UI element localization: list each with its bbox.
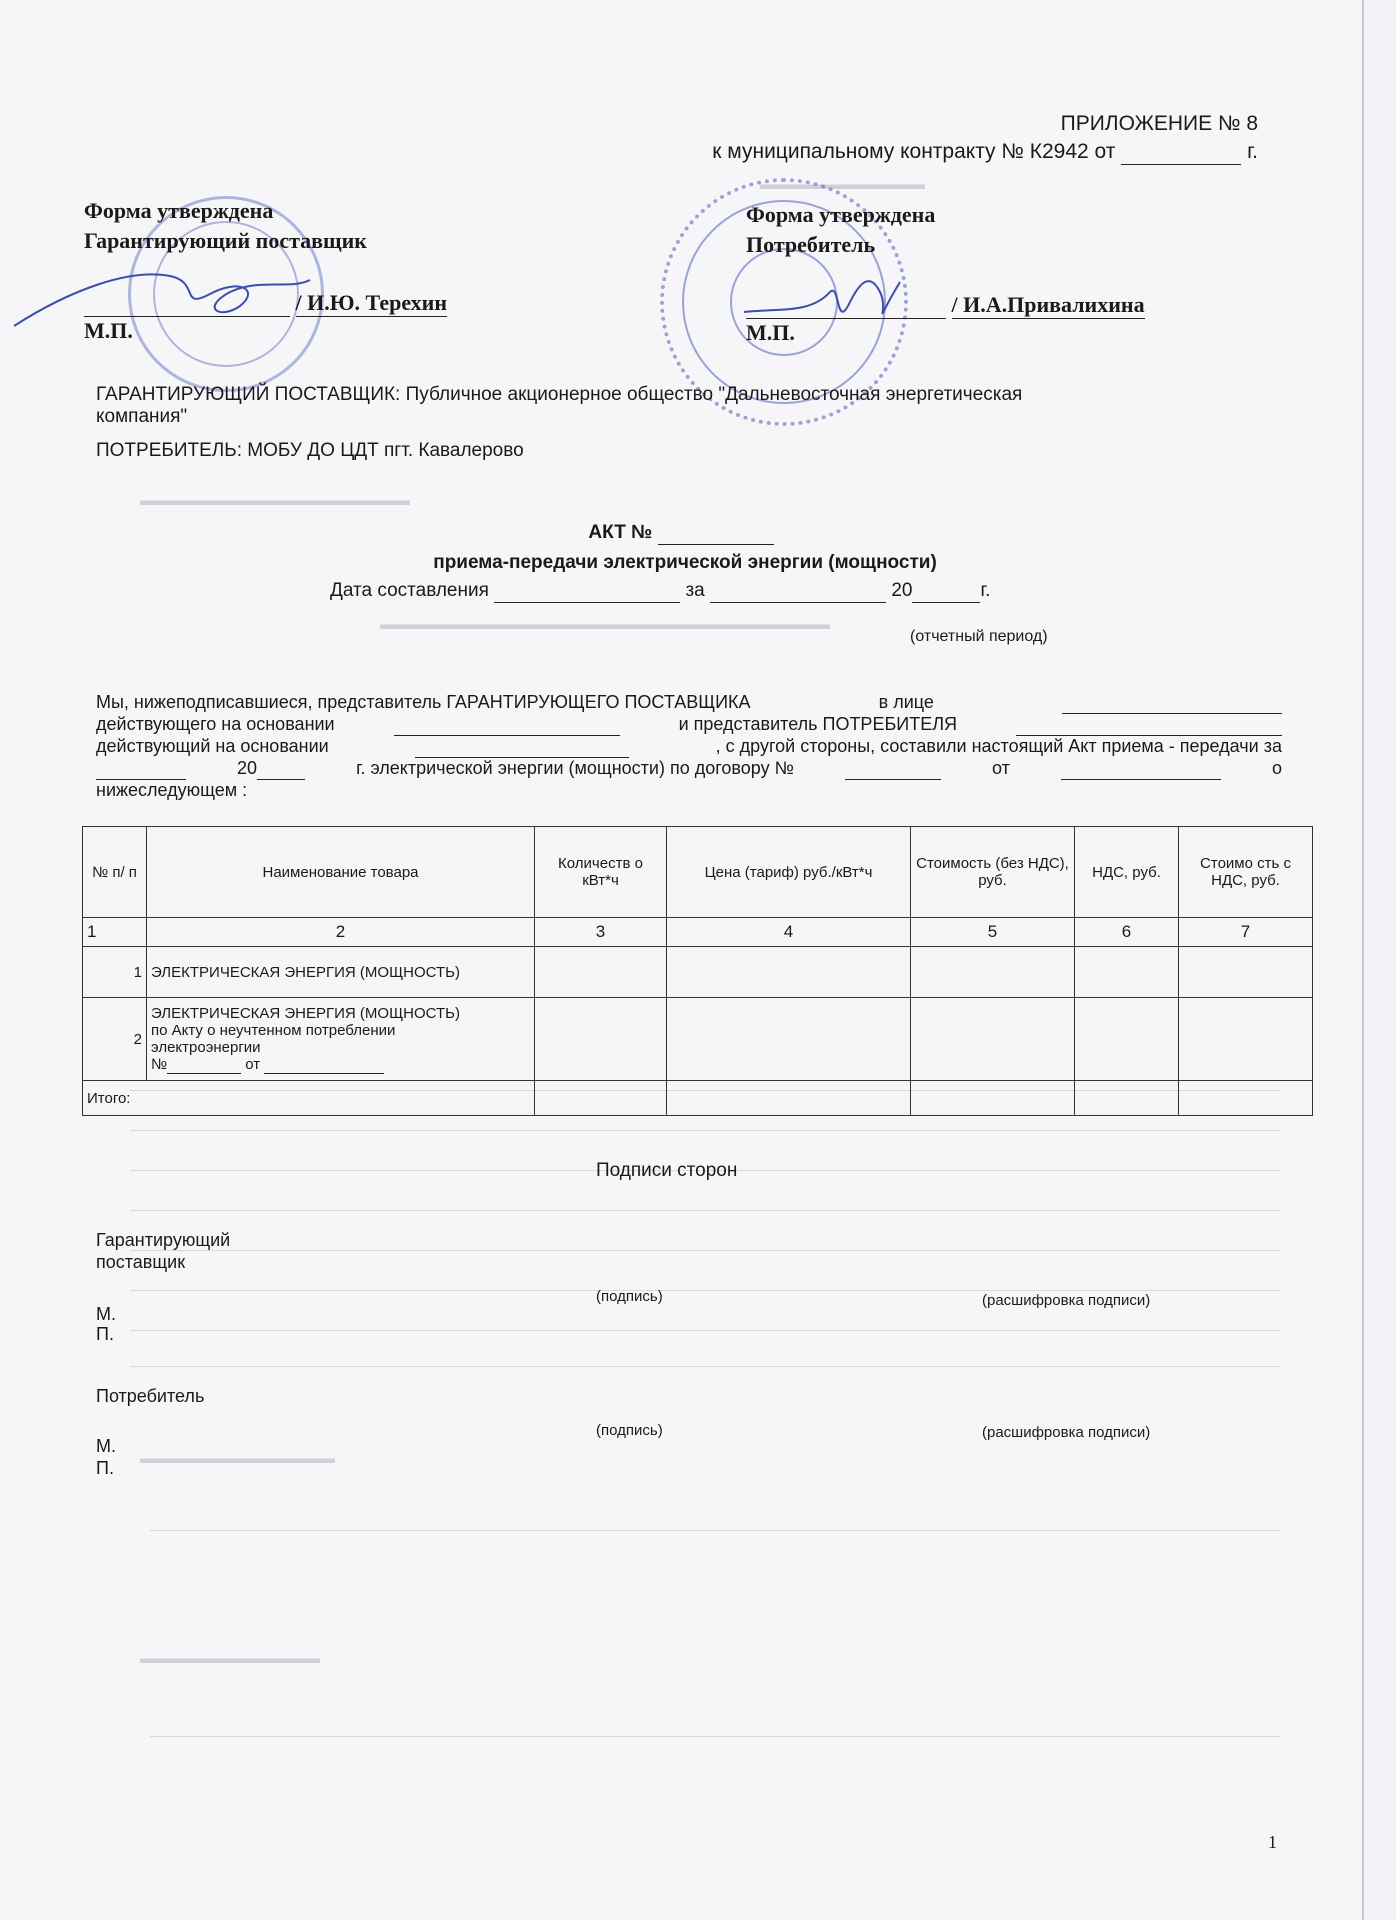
body-l1-b: в лице xyxy=(878,692,934,712)
consumer-basis-blank xyxy=(415,736,629,758)
act-number-blank xyxy=(658,522,774,545)
supplier-line-1: ГАРАНТИРУЮЩИЙ ПОСТАВЩИК: Публичное акционерное общество "Дальневосточная энергетическая xyxy=(96,384,1023,405)
supplier-m: М. xyxy=(96,1304,116,1324)
table-cell xyxy=(911,998,1075,1081)
ghost-line xyxy=(130,1330,1280,1331)
col-header-total: Стоимо сть с НДС, руб. xyxy=(1179,827,1313,918)
consumer-decode-label: (расшифровка подписи) xyxy=(982,1424,1151,1441)
supplier-decode-label: (расшифровка подписи) xyxy=(982,1292,1151,1309)
supplier-p: П. xyxy=(96,1324,114,1344)
act-title xyxy=(0,522,1362,545)
ghost-line xyxy=(130,1210,1280,1211)
ghost-line xyxy=(150,1736,1280,1737)
ghost-line xyxy=(150,1530,1280,1531)
table-cell xyxy=(1179,1081,1313,1116)
ghost-line xyxy=(130,1130,1280,1131)
table-cell xyxy=(667,1081,911,1116)
contract-date2-blank xyxy=(1061,758,1221,780)
table-cell xyxy=(1075,1081,1179,1116)
ghost-line xyxy=(130,1290,1280,1291)
ghost-text: ▬▬▬▬▬▬▬▬▬▬▬▬▬▬▬▬▬▬ xyxy=(140,492,410,509)
act-subtitle: приема-передачи электрической энергии (мощности) xyxy=(433,552,937,573)
table-cell xyxy=(667,998,911,1081)
table-cell: 2 xyxy=(83,998,147,1081)
year2-blank xyxy=(257,758,305,780)
supplier-rep-blank xyxy=(1062,692,1282,714)
supplier-sign-label: (подпись) xyxy=(596,1288,663,1305)
ghost-line xyxy=(130,1250,1280,1251)
appendix-subtitle xyxy=(712,140,1258,165)
consumer-m: М. xyxy=(96,1436,116,1456)
date-label: Дата составления xyxy=(330,580,489,601)
left-form-approved: Форма утверждена xyxy=(84,198,274,223)
body-line-3 xyxy=(96,736,1282,758)
supplier-basis-blank xyxy=(394,714,620,736)
ghost-text: ▬▬▬▬▬▬▬▬▬▬▬ xyxy=(760,176,925,193)
table-cell xyxy=(1179,998,1313,1081)
signatures-title: Подписи сторон xyxy=(596,1160,738,1181)
table-cell xyxy=(535,998,667,1081)
year-suffix: г. xyxy=(980,580,991,601)
appendix-subtitle-suffix: г. xyxy=(1247,140,1258,163)
ghost-text: ▬▬▬▬▬▬▬▬▬▬▬▬ xyxy=(140,1650,320,1667)
appendix-subtitle-prefix: к муниципальному контракту № К2942 от xyxy=(712,140,1116,163)
body-l3-b: , с другой стороны, составили настоящий Акт приема - передачи за xyxy=(715,736,1282,756)
contract-date-blank xyxy=(1121,140,1241,165)
table-cell xyxy=(535,947,667,998)
left-party: Гарантирующий поставщик xyxy=(84,228,367,253)
left-signer-line xyxy=(84,290,447,317)
consumer-label: Потребитель xyxy=(96,1386,205,1406)
consumer-line: ПОТРЕБИТЕЛЬ: МОБУ ДО ЦДТ пгт. Кавалерово xyxy=(96,440,524,461)
supplier-line-2: компания" xyxy=(96,406,188,427)
col-header-number: № п/ п xyxy=(83,827,147,918)
table-row-column-numbers xyxy=(83,918,1313,947)
right-mp: М.П. xyxy=(746,320,795,345)
right-party: Потребитель xyxy=(746,232,876,257)
table-cell: 6 xyxy=(1075,918,1179,947)
body-line-5: нижеследующем : xyxy=(96,780,248,800)
col-header-cost: Стоимость (без НДС), руб. xyxy=(911,827,1075,918)
table-cell: 1 xyxy=(83,947,147,998)
table-cell: 7 xyxy=(1179,918,1313,947)
right-signer-name: / И.А.Привалихина xyxy=(951,292,1145,317)
table-cell xyxy=(667,947,911,998)
col-header-vat: НДС, руб. xyxy=(1075,827,1179,918)
col-header-price: Цена (тариф) руб./кВт*ч xyxy=(667,827,911,918)
row2-no-label: № xyxy=(151,1055,168,1073)
act-date-line xyxy=(330,580,990,603)
table-cell xyxy=(147,998,535,1081)
right-signature-blank xyxy=(746,292,946,319)
period-label: за xyxy=(685,580,705,601)
table-cell xyxy=(1075,947,1179,998)
page-number: 1 xyxy=(1268,1832,1277,1852)
table-cell: 4 xyxy=(667,918,911,947)
body-l4-b: г. электрической энергии (мощности) по договору № xyxy=(356,758,794,778)
table-cell xyxy=(1075,998,1179,1081)
body-line-2 xyxy=(96,714,1282,736)
left-mp: М.П. xyxy=(84,318,133,343)
year-prefix: 20 xyxy=(891,580,913,601)
row2-no-blank xyxy=(167,1056,241,1074)
table-header-row xyxy=(83,827,1313,918)
left-signature-blank xyxy=(84,290,290,317)
act-title-label: АКТ № xyxy=(588,522,653,543)
right-form-approved: Форма утверждена xyxy=(746,202,936,227)
table-row xyxy=(83,998,1313,1081)
goods-table xyxy=(82,826,1313,1116)
month-blank xyxy=(96,758,186,780)
body-l1-a: Мы, нижеподписавшиеся, представитель ГАРАНТИРУЮЩЕГО ПОСТАВЩИКА xyxy=(96,692,751,712)
body-l4-year xyxy=(237,758,305,780)
body-l4-c: от xyxy=(992,758,1010,778)
table-cell: 3 xyxy=(535,918,667,947)
supplier-label-2: поставщик xyxy=(96,1252,186,1272)
body-l3-a: действующий на основании xyxy=(96,736,329,756)
table-cell: 5 xyxy=(911,918,1075,947)
right-signer-line xyxy=(746,292,1145,319)
body-l4-a: 20 xyxy=(237,758,258,778)
table-cell: 2 xyxy=(147,918,535,947)
col-header-quantity: Количеств о кВт*ч xyxy=(535,827,667,918)
year-blank xyxy=(912,580,980,603)
row2-act-number xyxy=(151,1056,530,1074)
period-blank xyxy=(710,580,886,603)
supplier-label-1: Гарантирующий xyxy=(96,1230,231,1250)
consumer-sign-label: (подпись) xyxy=(596,1422,663,1439)
left-signer-name: / И.Ю. Терехин xyxy=(295,290,448,315)
consumer-rep-blank xyxy=(1016,714,1282,736)
body-l2-b: и представитель ПОТРЕБИТЕЛЯ xyxy=(678,714,958,734)
table-row xyxy=(83,947,1313,998)
body-l2-a: действующего на основании xyxy=(96,714,335,734)
table-cell xyxy=(1179,947,1313,998)
table-cell xyxy=(535,1081,667,1116)
row2-from-label: от xyxy=(245,1055,261,1073)
row2-date-blank xyxy=(264,1056,384,1074)
table-cell: 1 xyxy=(83,918,147,947)
body-l4-d: о xyxy=(1271,758,1282,778)
ghost-line xyxy=(130,1366,1280,1367)
appendix-title: ПРИЛОЖЕНИЕ № 8 xyxy=(1060,112,1258,135)
body-line-4 xyxy=(96,758,1282,780)
table-cell: ЭЛЕКТРИЧЕСКАЯ ЭНЕРГИЯ (МОЩНОСТЬ) xyxy=(147,947,535,998)
ghost-text: ▬▬▬▬▬▬▬▬▬▬▬▬▬ xyxy=(140,1450,335,1467)
row2-name: ЭЛЕКТРИЧЕСКАЯ ЭНЕРГИЯ (МОЩНОСТЬ) по Акту о неучтенном потреблении электроэнергии xyxy=(151,1004,460,1056)
col-header-name: Наименование товара xyxy=(147,827,535,918)
table-total-row xyxy=(83,1081,1313,1116)
table-cell xyxy=(911,947,1075,998)
contract-no-blank xyxy=(845,758,941,780)
consumer-p: П. xyxy=(96,1458,114,1478)
date-blank xyxy=(494,580,680,603)
table-cell xyxy=(911,1081,1075,1116)
period-note: (отчетный период) xyxy=(910,628,1048,645)
ghost-text: ▬▬▬▬▬▬▬▬▬▬▬▬▬▬▬▬▬▬▬▬▬▬▬▬▬▬▬▬▬▬ xyxy=(380,616,830,633)
total-label: Итого: xyxy=(83,1081,535,1116)
body-line-1 xyxy=(96,692,1282,714)
